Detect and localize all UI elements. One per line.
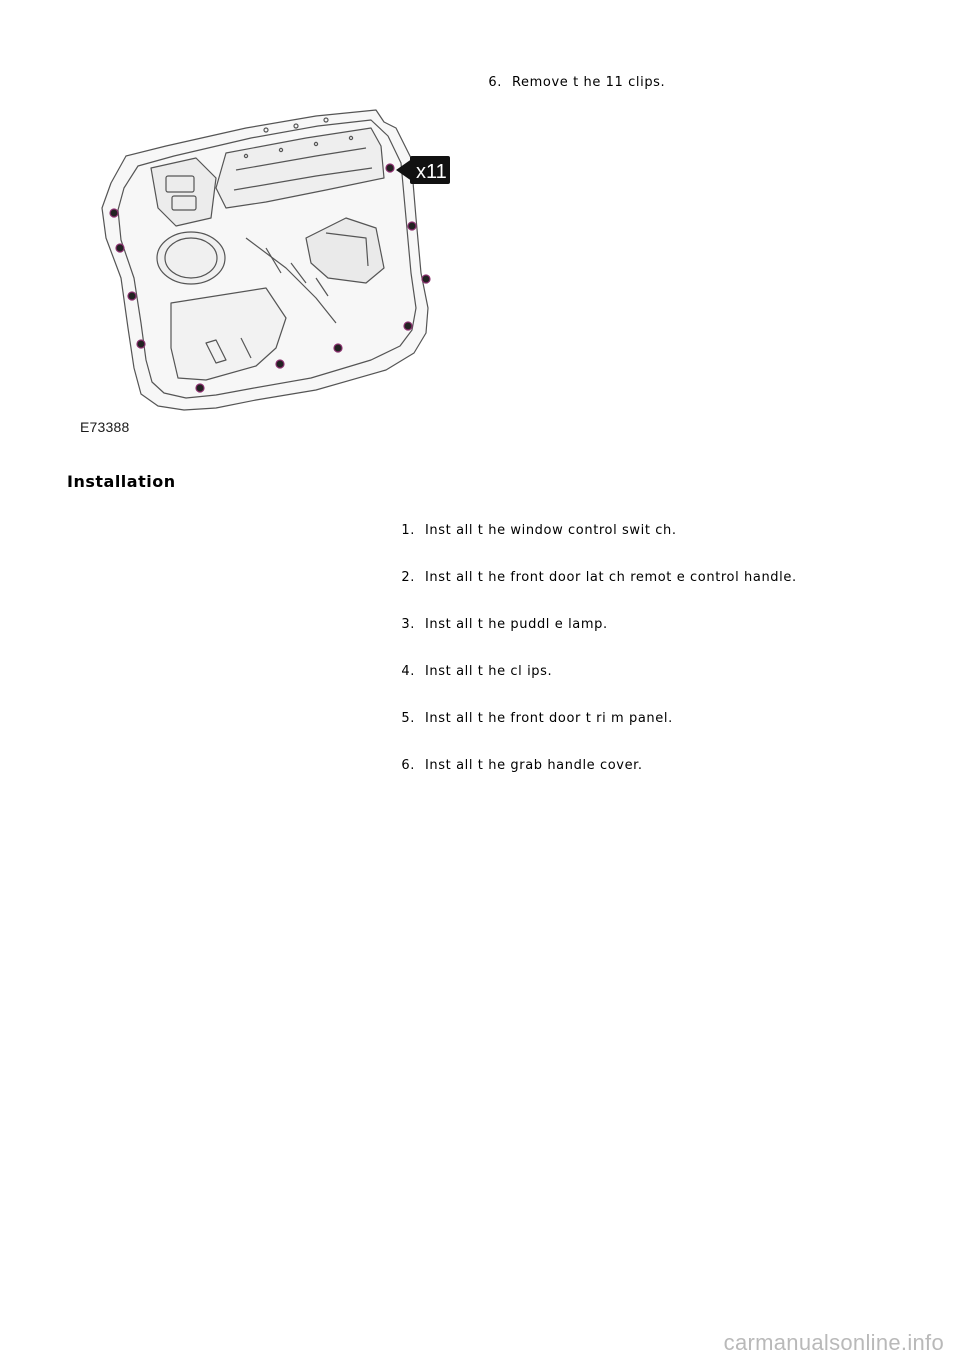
step-number: 5.	[401, 711, 415, 726]
door-panel-drawing	[66, 98, 466, 443]
step-text: Inst all t he front door t ri m panel.	[425, 711, 673, 726]
badge-label: x11	[416, 161, 447, 183]
step-text: Inst all t he puddl e lamp.	[425, 617, 608, 632]
installation-step-3	[397, 617, 608, 633]
clip-6	[276, 360, 284, 368]
clip-8	[404, 322, 412, 330]
step-text: Inst all t he grab handle cover.	[425, 758, 643, 773]
installation-step-6	[397, 758, 643, 774]
door-trim-panel-illustration	[66, 98, 466, 443]
installation-step-5	[397, 711, 673, 727]
clip-2	[116, 244, 124, 252]
site-watermark: carmanualsonline.info	[723, 1330, 944, 1355]
clip-7	[334, 344, 342, 352]
clip-10	[408, 222, 416, 230]
clip-9	[422, 275, 430, 283]
step-number: 4.	[401, 664, 415, 679]
step-text: Inst all t he front door lat ch remot e control handle.	[425, 570, 797, 585]
clip-3	[128, 292, 136, 300]
step-number: 2.	[401, 570, 415, 585]
step-text: Inst all t he cl ips.	[425, 664, 553, 679]
clip-4	[137, 340, 145, 348]
clip-5	[196, 384, 204, 392]
step-text: Remove t he 11 clips.	[512, 75, 666, 90]
clip-1	[110, 209, 118, 217]
removal-step-6	[484, 75, 665, 91]
installation-step-2	[397, 570, 797, 586]
step-number: 3.	[401, 617, 415, 632]
step-number: 6.	[488, 75, 502, 90]
clip-11	[386, 164, 394, 172]
step-text: Inst all t he window control swit ch.	[425, 523, 677, 538]
speaker-opening	[157, 232, 225, 284]
installation-step-1	[397, 523, 677, 539]
figure-code: E73388	[80, 419, 130, 435]
step-number: 6.	[401, 758, 415, 773]
installation-step-4	[397, 664, 552, 680]
step-number: 1.	[401, 523, 415, 538]
installation-heading: Installation	[67, 472, 176, 491]
